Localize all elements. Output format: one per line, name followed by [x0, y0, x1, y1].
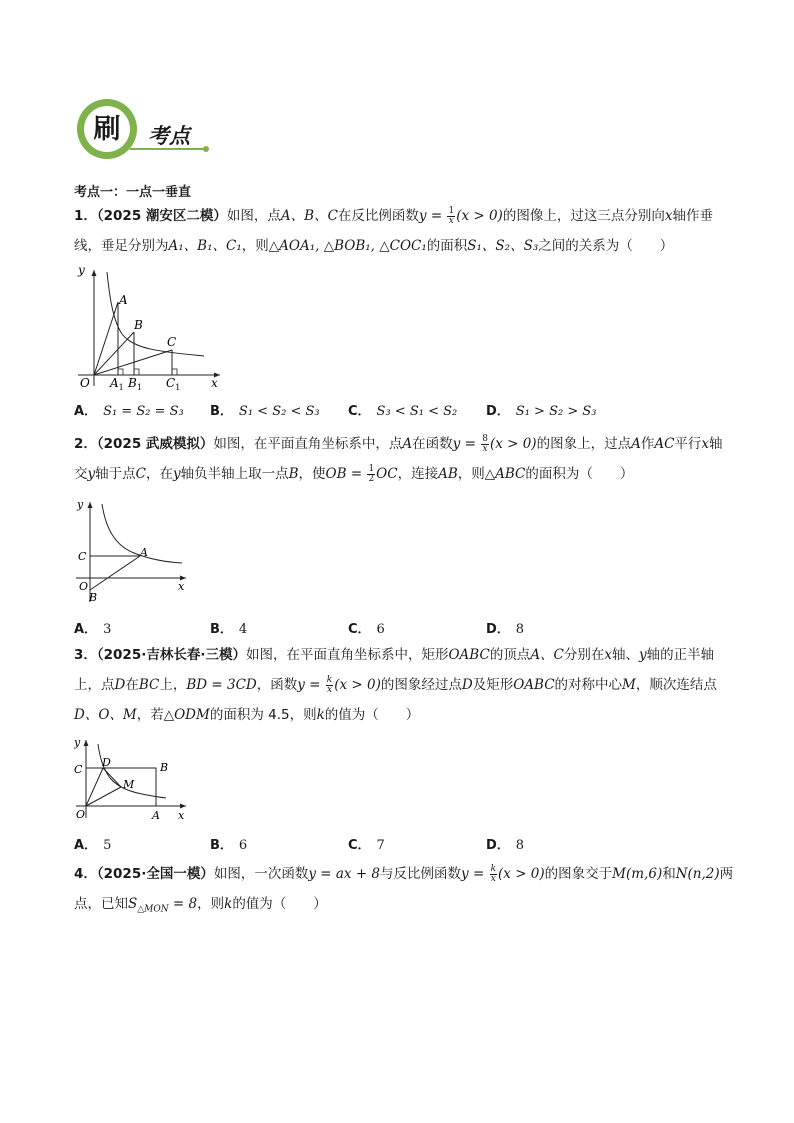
q1-x: x: [664, 208, 673, 224]
q4-number: 4．（2025·全国一模）: [74, 866, 214, 882]
q4-text: 的图象交于: [544, 866, 613, 882]
q1-text: 的图像上，过这三点分别向: [502, 208, 665, 224]
q2-half: [367, 465, 375, 484]
label-y: y: [78, 263, 85, 277]
q2-text: 如图，在平面直角坐标系中，点: [213, 436, 403, 452]
q4-s: S: [128, 896, 138, 912]
q4-k: k: [224, 896, 233, 912]
frac-num: 1: [448, 205, 455, 216]
q3-function: y =: [297, 677, 325, 693]
frac-num: 1: [368, 463, 375, 474]
q2-ac: AC: [654, 436, 675, 452]
label-b: B: [89, 591, 98, 604]
q1-text: 的面积: [426, 238, 468, 254]
label-c1: $C_1$: [166, 376, 181, 390]
q3-rect: OABC: [448, 647, 490, 663]
q2-text: 作: [640, 436, 655, 452]
q4-text: 与反比例函数: [380, 866, 462, 882]
section-title: 考点一：一点一垂直: [74, 185, 192, 200]
q1-option-d[interactable]: D． S₁ > S₂ > S₃: [486, 404, 597, 419]
q3-text: 上，: [159, 677, 187, 693]
q3-option-a[interactable]: A． 5: [74, 838, 112, 853]
q2-text: 的面积为（ ）: [525, 466, 634, 482]
frac-num: 8: [482, 433, 488, 444]
q3-points: D、O、M: [74, 707, 137, 723]
q4-text: ，则: [197, 896, 225, 912]
label-y: y: [77, 498, 84, 511]
q1-condition: (x > 0): [456, 208, 503, 224]
q3-text: 的顶点: [489, 647, 531, 663]
hyperbola: [107, 272, 204, 356]
q3-eq: BD = 3CD: [186, 677, 257, 693]
q2-text: 轴: [709, 436, 723, 452]
label-b: B: [134, 318, 143, 332]
q2-text: 在函数: [412, 436, 453, 452]
q4-text: 点，已知: [74, 896, 128, 912]
q4-text: 的值为（ ）: [232, 896, 327, 912]
q3-text: ，若: [136, 707, 164, 723]
q4-condition: (x > 0): [498, 866, 545, 882]
q4-text: 和: [662, 866, 676, 882]
q4-text: 两: [719, 866, 734, 882]
q1-option-c[interactable]: C． S₃ < S₁ < S₂: [348, 404, 458, 419]
q2-line1: [74, 434, 723, 454]
q2-text: ，在: [145, 466, 173, 482]
badge-label: 考点: [148, 124, 190, 148]
q2-a: A: [402, 436, 413, 452]
q2-text: ，使: [298, 466, 326, 482]
q3-line3: [74, 705, 419, 725]
q2-figure: [74, 496, 194, 606]
frac-num: k: [490, 863, 497, 874]
q3-d: D: [461, 677, 473, 693]
q2-a: A: [631, 436, 641, 452]
q1-text: 在反比例函数: [337, 208, 419, 224]
q1-option-b[interactable]: B． S₁ < S₂ < S₃: [210, 404, 320, 419]
q1-text: ，则: [241, 238, 269, 254]
q3-text: ，函数: [256, 677, 298, 693]
q3-text: 的图象经过点: [380, 677, 462, 693]
frac-den: x: [490, 873, 496, 884]
q2-text: 轴负半轴上取一点: [180, 466, 289, 482]
q3-text: 的对称中心: [554, 677, 623, 693]
q2-text: 交: [74, 466, 88, 482]
q3-ac: A、C: [530, 647, 564, 663]
q4-eq: = 8: [168, 896, 198, 912]
q2-condition: (x > 0): [489, 436, 537, 452]
q3-text: 上，点: [74, 677, 115, 693]
label-c: C: [74, 763, 83, 776]
label-c: C: [167, 335, 177, 349]
label-y: y: [74, 736, 81, 749]
q2-function: y =: [452, 436, 481, 452]
q2-number: 2．（2025 武威模拟）: [74, 436, 214, 452]
q2-y: y: [172, 466, 181, 482]
frac-den: x: [448, 215, 454, 226]
frac-den: 2: [368, 473, 375, 484]
label-b1: $B_1$: [128, 376, 142, 390]
badge-dot: [203, 146, 209, 152]
q1-option-a[interactable]: A． S₁ = S₂ = S₃: [74, 404, 184, 419]
label-b: B: [160, 761, 169, 774]
frac-den: x: [326, 684, 333, 695]
label-c: C: [78, 550, 87, 563]
label-a1: $A_1$: [110, 376, 124, 390]
q4-linear: y = ax + 8: [308, 866, 381, 882]
label-a: A: [119, 293, 128, 307]
label-a: A: [152, 809, 160, 822]
q3-text: 在: [125, 677, 139, 693]
label-d: D: [102, 756, 111, 769]
q1-points: A、B、C: [280, 208, 338, 224]
q3-figure: [74, 734, 194, 826]
q2-c: C: [135, 466, 146, 482]
q2-text: 轴于点: [95, 466, 136, 482]
q2-option-d[interactable]: D． 8: [486, 622, 525, 637]
q2-option-b[interactable]: B． 4: [210, 622, 248, 637]
label-x: x: [178, 809, 185, 822]
q3-number: 3．（2025·吉林长春·三模）: [74, 647, 246, 663]
q2-ab: AB: [438, 466, 458, 482]
q1-line2: [74, 236, 673, 256]
q3-condition: (x > 0): [334, 677, 381, 693]
q3-y: y: [639, 647, 647, 663]
q3-line1: [74, 645, 714, 665]
q3-text: 轴、: [612, 647, 640, 663]
q2-text: 的图象上，过点: [536, 436, 632, 452]
q2-ob: OB =: [325, 466, 367, 482]
q3-k: k: [316, 707, 325, 723]
q3-x: x: [604, 647, 613, 663]
q2-y: y: [87, 466, 96, 482]
q1-function: y =: [418, 208, 447, 224]
q3-triangle: △ODM: [163, 707, 210, 723]
label-x: x: [178, 580, 185, 593]
q3-option-b[interactable]: B． 6: [210, 838, 248, 853]
q1-figure: [74, 262, 224, 390]
q3-options: [74, 834, 674, 854]
q2-option-c[interactable]: C． 6: [348, 622, 385, 637]
q4-line1: [74, 864, 733, 884]
section-badge: [74, 98, 212, 162]
q1-text: 如图，点: [226, 208, 281, 224]
q1-number: 1．（2025 潮安区二模）: [74, 208, 227, 224]
label-x: x: [211, 376, 218, 390]
q4-line2: [74, 894, 327, 920]
q1-areas: S₁、S₂、S₃: [467, 238, 539, 254]
q3-text: 如图，在平面直角坐标系中，矩形: [245, 647, 449, 663]
q4-n: N(n,2): [675, 866, 720, 882]
label-o: O: [76, 808, 86, 821]
q3-text: 的值为（ ）: [324, 707, 420, 723]
q3-bc: BC: [138, 677, 160, 693]
label-o: O: [80, 376, 90, 390]
label-a: A: [140, 546, 148, 559]
q3-text: 及矩形: [472, 677, 514, 693]
q4-function: y =: [461, 866, 489, 882]
label-m: M: [123, 778, 135, 791]
q2-b: B: [288, 466, 299, 482]
q1-options: [74, 400, 674, 420]
q2-line2: [74, 464, 633, 484]
q3-d: D: [114, 677, 126, 693]
q2-options: [74, 618, 674, 638]
label-o: O: [79, 580, 89, 593]
q2-text: 平行: [674, 436, 702, 452]
q3-text: 的面积为 4.5，则: [209, 707, 317, 723]
q2-x: x: [701, 436, 710, 452]
q3-text: ，顺次连结点: [635, 677, 717, 693]
badge-char: 刷: [93, 114, 121, 145]
q4-m: M(m,6): [612, 866, 663, 882]
q1-triangles: △AOA₁, △BOB₁, △COC₁: [268, 238, 427, 254]
q2-oc: OC: [376, 466, 398, 482]
q4-s-sub: △MON: [137, 904, 169, 915]
q3-line2: [74, 675, 717, 695]
q1-text: 轴作垂: [672, 208, 713, 224]
q3-m: M: [622, 677, 636, 693]
q3-fraction: [326, 676, 333, 695]
q3-text: 轴的正半轴: [646, 647, 715, 663]
q2-text: ，则: [457, 466, 485, 482]
q3-text: 分别在: [563, 647, 605, 663]
q4-fraction: [490, 865, 497, 884]
q2-fraction: [481, 435, 489, 454]
q3-option-c[interactable]: C． 7: [348, 838, 385, 853]
q1-text: 之间的关系为（ ）: [538, 238, 674, 254]
q4-text: 如图，一次函数: [213, 866, 309, 882]
frac-num: k: [326, 674, 333, 685]
q1-text: 线，垂足分别为: [74, 238, 169, 254]
q1-fraction: [447, 207, 455, 226]
q1-feet: A₁、B₁、C₁: [168, 238, 242, 254]
q3-option-d[interactable]: D． 8: [486, 838, 525, 853]
q2-text: ，连接: [397, 466, 439, 482]
q3-rect: OABC: [513, 677, 555, 693]
q2-option-a[interactable]: A． 3: [74, 622, 112, 637]
q2-triangle: △ABC: [484, 466, 526, 482]
frac-den: x: [482, 443, 488, 454]
q1-line1: [74, 206, 713, 226]
